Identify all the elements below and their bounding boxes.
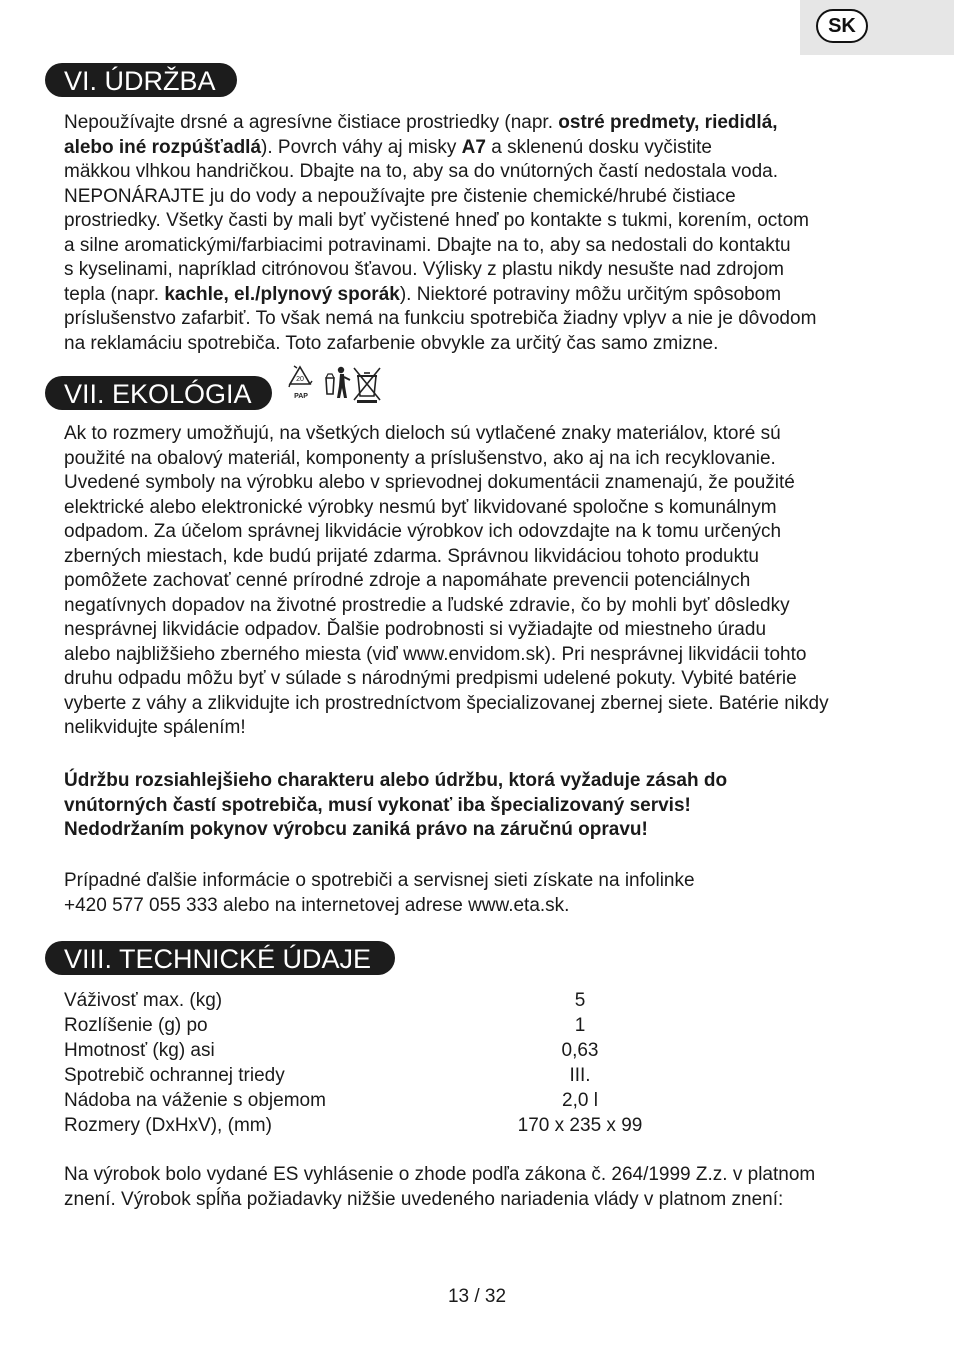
text-line: odpadom. Za účelom správnej likvidácie výrobkov ich odovzdajte na k tomu určených (64, 521, 782, 542)
spec-label: Hmotnosť (kg) asi (64, 1040, 215, 1061)
text-line (64, 258, 894, 283)
text-line (64, 185, 894, 210)
technical-specs-table (64, 988, 664, 1138)
text-line (64, 283, 894, 308)
text-line: alebo najbližšieho zberného miesta (viď www.envidom.sk). Pri nesprávnej likvidácii tohto (64, 643, 807, 665)
text-run: mäkkou vlhkou handričkou. Dbajte na to, aby sa do vnútorných častí nedostala voda. (64, 161, 778, 182)
text-line: Na výrobok bolo vydané ES vyhlásenie o zhode podľa zákona č. 264/1999 Z.z. v platnom (64, 1164, 816, 1185)
spec-row (64, 1088, 664, 1113)
text-run: NEPONÁRAJTE ju do vody a nepoužívajte pre čistenie chemické/hrubé čistiace (64, 185, 736, 207)
text-line (64, 111, 894, 136)
text-line: nelikvidujte spálením! (64, 717, 246, 738)
text-line: vnútorných častí spotrebiča, musí vykonať iba špecializovaný servis! (64, 794, 691, 816)
text-run: a sklenenú dosku vyčistite (485, 136, 712, 158)
text-line: nesprávnej likvidácie odpadov. Ďalšie podrobnosti si vyžiadajte od miestneho úradu (64, 619, 767, 640)
text-line (64, 332, 894, 357)
text-line (64, 307, 894, 332)
bold-text: kachle, el./plynový sporák (164, 283, 400, 305)
spec-value: 0,63 (561, 1040, 599, 1061)
spec-label: Rozmery (DxHxV), (mm) (64, 1115, 272, 1136)
text-run: prostriedky. Všetky časti by mali byť vyčistené hneď po kontakte s tukmi, korením, octom (64, 210, 809, 231)
text-line: použité na obalový materiál, komponenty a príslušenstvo, ako aj na ich recyklovanie. (64, 447, 776, 469)
text-run: na reklamáciu spotrebiča. Toto zafarbenie obvykle za určitý čas samo zmizne. (64, 332, 719, 354)
ecology-paragraph (64, 422, 894, 741)
spec-label: Nádoba na váženie s objemom (64, 1090, 326, 1111)
spec-value: III. (569, 1065, 591, 1086)
text-line: znení. Výrobok spĺňa požiadavky nižšie uvedeného nariadenia vlády v platnom znení: (64, 1188, 784, 1210)
bold-text: ostré predmety, riedidlá, (558, 112, 778, 133)
text-run: tepla (napr. (64, 283, 165, 305)
spec-row (64, 1038, 664, 1063)
spec-label: Váživosť max. (kg) (64, 990, 223, 1011)
text-line (64, 234, 894, 259)
text-line: Údržbu rozsiahlejšieho charakteru alebo údržbu, ktorá vyžaduje zásah do (64, 770, 728, 791)
language-badge: SK (816, 9, 868, 43)
section-heading-ecology: VII. EKOLÓGIA (45, 376, 272, 410)
text-run: ). Niektoré potraviny môžu určitým spôsobom (399, 283, 782, 305)
declaration-paragraph (64, 1163, 894, 1212)
text-line: Uvedené symboly na výrobku alebo v sprievodnej dokumentácii znamenajú, že použité (64, 472, 795, 493)
page-number: 13 / 32 (447, 1286, 507, 1307)
text-line: negatívnych dopadov na životné prostredie a ľudské zdravie, čo by mohli byť dôsledky (64, 594, 790, 616)
infoline-paragraph (64, 869, 894, 918)
text-line: zberných miestach, kde budú prijaté zdarma. Správnou likvidáciou tohoto produktu (64, 545, 759, 567)
spec-label: Rozlíšenie (g) po (64, 1015, 208, 1036)
language-tab (800, 0, 954, 55)
tidyman-icon (326, 367, 350, 398)
text-run: s kyselinami, napríklad citrónovou šťavou. Výlisky z plastu nikdy nesušte nad zdrojom (64, 259, 784, 280)
service-warning (64, 769, 894, 843)
spec-row (64, 1063, 664, 1088)
maintenance-paragraph (64, 111, 894, 356)
text-line: pomôžete zachovať cenné prírodné zdroje a napomáhate prevencii potenciálnych (64, 570, 751, 591)
text-line: vyberte z váhy a zlikvidujte ich prostredníctvom špecializovanej zbernej siete. Batérie nikdy (64, 692, 829, 714)
text-run: ). Povrch váhy aj misky (261, 136, 462, 158)
spec-row (64, 988, 664, 1013)
bold-text: A7 (461, 136, 486, 158)
spec-value: 1 (574, 1015, 586, 1036)
spec-value: 170 x 235 x 99 (517, 1115, 643, 1136)
crossed-bin-icon (354, 368, 380, 403)
text-line: Prípadné ďalšie informácie o spotrebiči a servisnej sieti získate na infolinke (64, 870, 695, 891)
text-line: Nedodržaním pokynov výrobcu zaniká právo na záručnú opravu! (64, 819, 648, 840)
text-run: Nepoužívajte drsné a agresívne čistiace prostriedky (napr. (64, 112, 559, 133)
spec-label: Spotrebič ochrannej triedy (64, 1065, 285, 1086)
svg-text:20: 20 (296, 376, 304, 383)
text-run: a silne aromatickými/farbiacimi potravinami. Dbajte na to, aby sa nedostali do kontaktu (64, 234, 791, 256)
text-line: +420 577 055 333 alebo na internetovej adrese www.eta.sk. (64, 894, 570, 916)
text-line (64, 209, 894, 234)
section-heading-technical-data: VIII. TECHNICKÉ ÚDAJE (45, 941, 395, 975)
ecology-icons (288, 364, 382, 404)
section-heading-maintenance: VI. ÚDRŽBA (45, 63, 237, 97)
text-line (64, 136, 894, 161)
spec-row (64, 1113, 664, 1138)
spec-value: 2,0 l (562, 1090, 598, 1111)
text-run: príslušenstvo zafarbiť. To však nemá na funkciu spotrebiča žiadny vplyv a nie je dôvodom (64, 308, 817, 329)
recycling-pap-icon (289, 366, 312, 400)
text-line: Ak to rozmery umožňujú, na všetkých dieloch sú vytlačené znaky materiálov, ktoré sú (64, 423, 781, 444)
text-line: druhu odpadu môžu byť v súlade s národnými predpismi udelené pokuty. Vybité batérie (64, 668, 797, 689)
spec-value: 5 (574, 990, 586, 1011)
text-line: elektrické alebo elektronické výrobky nesmú byť likvidované spoločne s komunálnym (64, 496, 777, 518)
text-line (64, 160, 894, 185)
svg-text:PAP: PAP (294, 393, 308, 400)
bold-text: alebo iné rozpúšťadlá (64, 136, 262, 158)
spec-row (64, 1013, 664, 1038)
